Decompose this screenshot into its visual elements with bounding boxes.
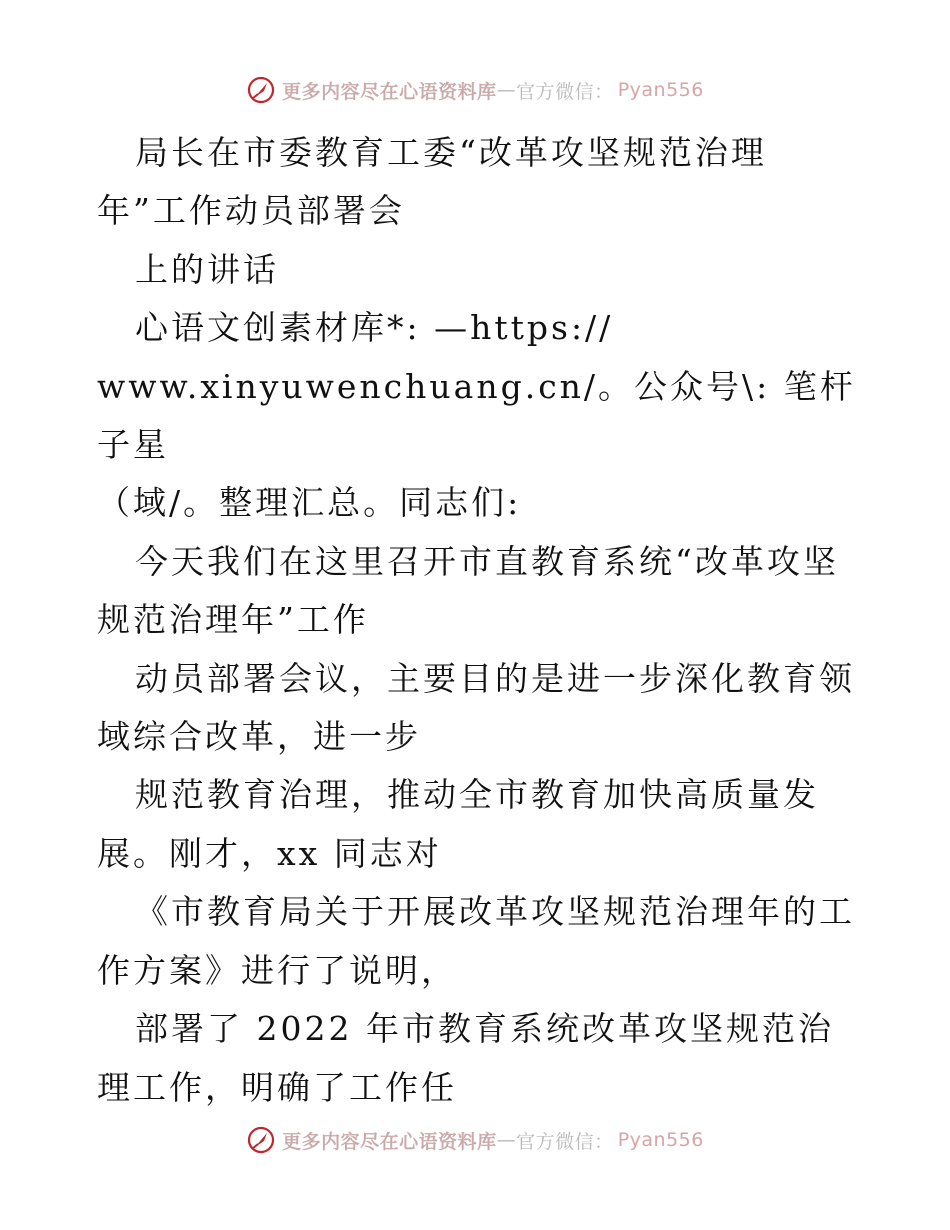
header-watermark xyxy=(0,70,950,110)
watermark-wechat-id: Pyan556 xyxy=(617,79,704,101)
body-paragraph: 部署了 2022 年市教育系统改革攻坚规范治理工作，明确了工作任 xyxy=(97,1009,834,1107)
watermark-lead-text: 更多内容尽在心语资料库 xyxy=(282,80,497,103)
body-paragraph: 《市教育局关于开展改革攻坚规范治理年的工作方案》进行了说明， xyxy=(97,892,855,990)
watermark-dash: — xyxy=(496,79,517,101)
body-paragraph: 规范教育治理，推动全市教育加快高质量发展。刚才，xx 同志对 xyxy=(97,775,819,873)
salutation-line: （域/。整理汇总。同志们: xyxy=(97,483,522,523)
feather-pen-logo-icon xyxy=(246,1125,276,1155)
body-paragraph: 动员部署会议，主要目的是进一步深化教育领域综合改革，进一步 xyxy=(97,658,855,757)
document-title-line-2: 上的讲话 xyxy=(135,249,279,289)
body-paragraph: 今天我们在这里召开市直教育系统“改革攻坚规范治理年”工作 xyxy=(97,541,839,640)
source-note-line: 心语文创素材库*: —https:// xyxy=(135,308,614,348)
watermark-wechat-label: 官方微信： xyxy=(516,1130,614,1153)
document-title-line: 局长在市委教育工委“改革攻坚规范治理年”工作动员部署会 xyxy=(97,133,767,231)
watermark-dash: — xyxy=(496,1129,517,1151)
document-body xyxy=(97,124,857,1117)
footer-watermark xyxy=(0,1120,950,1160)
watermark-lead-text: 更多内容尽在心语资料库 xyxy=(282,1130,497,1153)
watermark-wechat-label: 官方微信： xyxy=(516,80,614,103)
source-url-line: www.xinyuwenchuang.cn/。公众号\: 笔杆子星 xyxy=(97,366,856,465)
feather-pen-logo-icon xyxy=(246,75,276,105)
watermark-wechat-id: Pyan556 xyxy=(617,1129,704,1151)
